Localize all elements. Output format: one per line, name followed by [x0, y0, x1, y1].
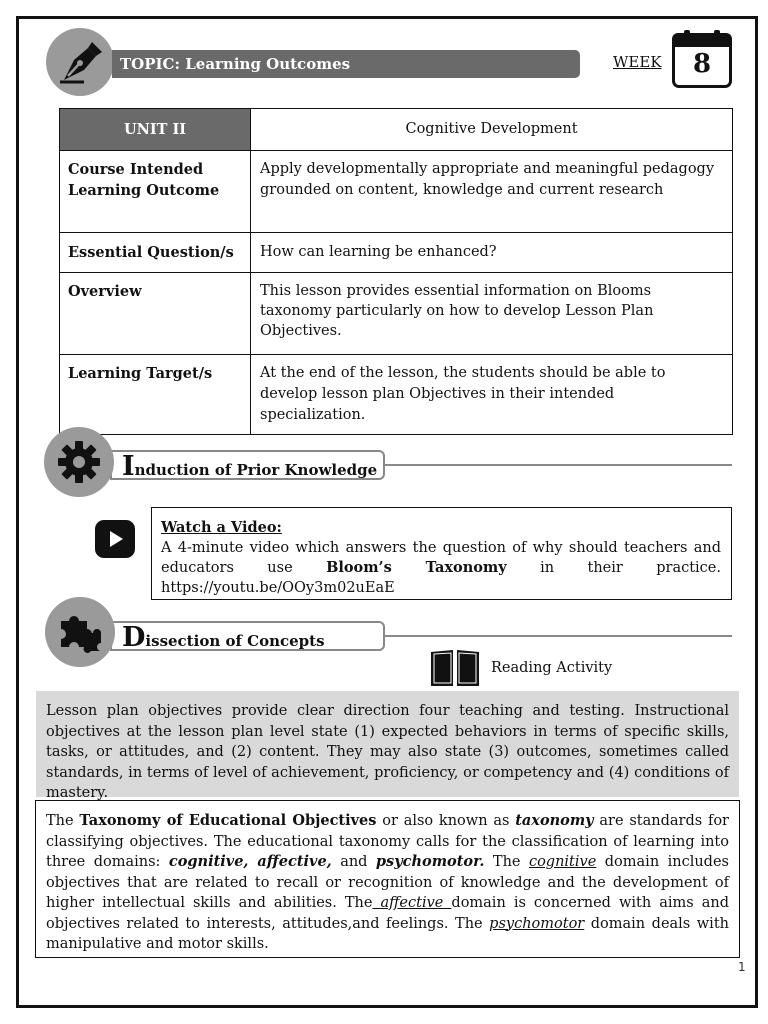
section-divider — [380, 464, 732, 466]
pen-nib-icon — [54, 36, 106, 88]
video-link-text[interactable]: in their practice. https://youtu.be/OOy3m02uEaE — [161, 560, 721, 596]
puzzle-icon — [57, 609, 105, 657]
topic-title-bar: TOPIC: Learning Outcomes — [112, 50, 580, 78]
video-text: A 4-minute video which answers the question of why should teachers and educators use — [161, 540, 721, 576]
puzzle-icon-badge — [45, 597, 115, 667]
table-row-key: Course Intended Learning Outcome — [60, 151, 251, 233]
play-video-icon[interactable] — [95, 520, 135, 558]
table-row-value: At the end of the lesson, the students should be able to develop lesson plan Objectives in their intended specialization. — [251, 355, 733, 435]
gear-icon-badge — [44, 427, 114, 497]
table-row-value: This lesson provides essential information on Blooms taxonomy particularly on how to develop Lesson Plan Objectives. — [251, 273, 733, 355]
table-row-key: Essential Question/s — [60, 233, 251, 273]
table-row-key: Overview — [60, 273, 251, 355]
table-row-key: Learning Target/s — [60, 355, 251, 435]
table-row-value: Apply developmentally appropriate and meaningful pedagogy grounded on content, knowledge and current research — [251, 151, 733, 233]
dissection-section-heading: Dissection of Concepts — [110, 621, 385, 651]
reading-activity-label: Reading Activity — [491, 660, 613, 676]
week-label: WEEK — [613, 53, 662, 71]
page-number: 1 — [738, 960, 746, 974]
taxonomy-paragraph: The Taxonomy of Educational Objectives or also known as taxonomy are standards for classifying objectives. The educational taxonomy calls for the classification of learning into three domains: cognitive, affective, and psychomotor. The cognitive domain includes objectives that are related to recall or recognition of knowledge and the development of higher intellectual skills and abilities. The affective domain is concerned with aims and objectives related to interests, attitudes,and feelings. The psychomotor domain deals with manipulative and motor skills. — [35, 800, 740, 958]
unit-cell: UNIT II — [60, 109, 251, 151]
watch-video-box — [151, 507, 732, 600]
video-title: Watch a Video: — [161, 519, 282, 536]
gear-icon — [56, 439, 102, 485]
section-divider — [380, 635, 732, 637]
table-row-value: How can learning be enhanced? — [251, 233, 733, 273]
video-bold-term: Bloom’s Taxonomy — [326, 559, 507, 576]
induction-section-heading: Induction of Prior Knowledge — [110, 450, 385, 480]
lesson-objectives-paragraph: Lesson plan objectives provide clear direction four teaching and testing. Instructional objectives at the lesson plan level state (1) expected behaviors in terms of specific skills, tasks, or attitudes, and (2) content. They may also state (3) outcomes, sometimes called standards, in terms of level of achievement, proficiency, or competency and (4) conditions of mastery. — [36, 691, 739, 797]
lesson-info-table — [59, 108, 733, 435]
open-book-icon — [429, 646, 481, 688]
pen-icon-badge — [46, 28, 114, 96]
calendar-icon — [672, 30, 732, 88]
unit-title-cell: Cognitive Development — [251, 109, 733, 151]
week-number: 8 — [672, 44, 732, 88]
